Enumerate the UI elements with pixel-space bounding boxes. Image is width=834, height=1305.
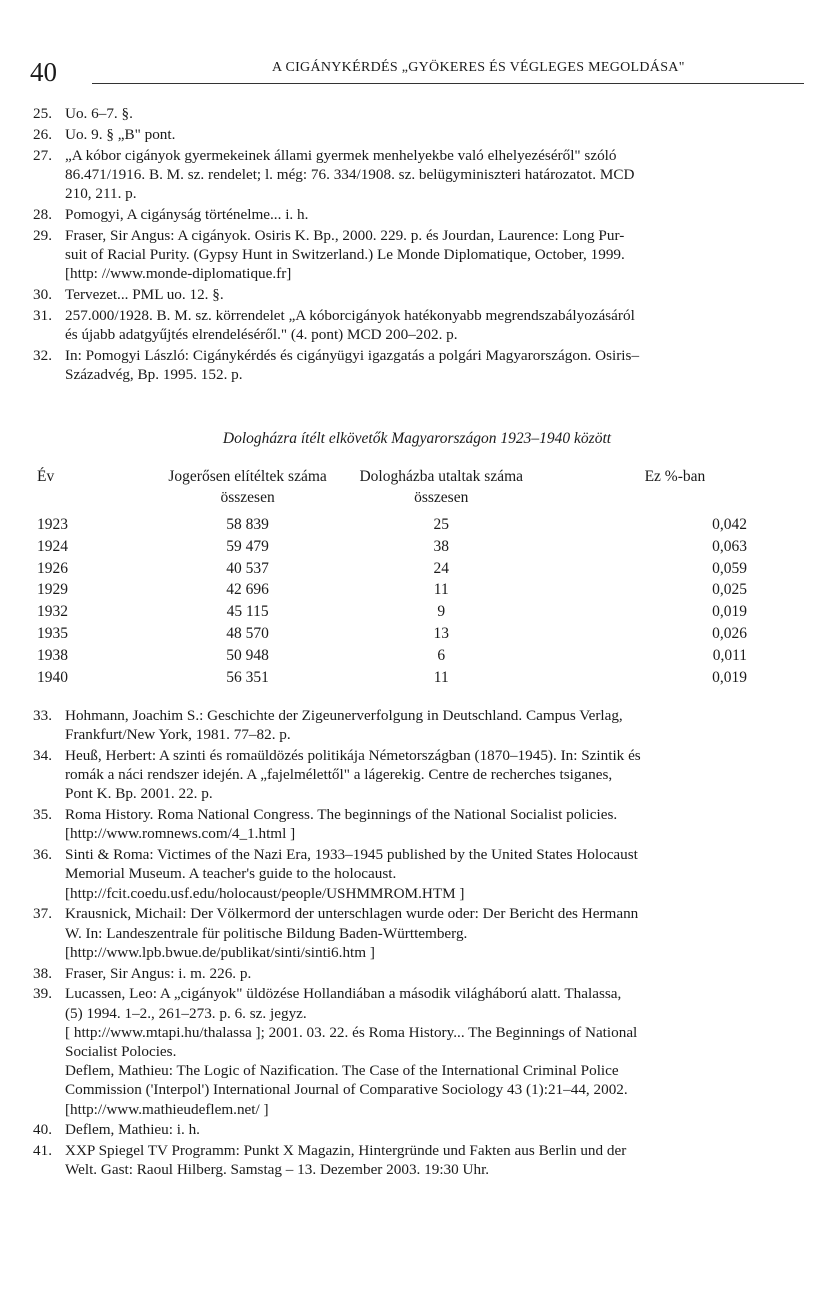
footnote-number: 40. xyxy=(33,1121,52,1139)
footnote-number: 26. xyxy=(33,125,52,143)
cell-convicted: 40 537 xyxy=(226,559,269,577)
running-title: A CIGÁNYKÉRDÉS „GYÖKERES ÉS VÉGLEGES MEGOLDÁSA" xyxy=(272,60,685,75)
cell-year: 1929 xyxy=(37,581,68,599)
cell-percent: 0,011 xyxy=(712,646,747,664)
cell-percent: 0,019 xyxy=(712,603,747,621)
header-percent: Ez %-ban xyxy=(644,468,706,485)
footnote-line: Uo. 9. § „B" pont. xyxy=(65,125,176,143)
workhouse-table xyxy=(37,466,747,688)
footnote-line: Krausnick, Michail: Der Völkermord der unterschlagen wurde oder: Der Bericht des Hermann xyxy=(65,905,639,923)
footnote-number: 29. xyxy=(33,226,52,244)
footnote-line: [http://www.lpb.bwue.de/publikat/sinti/sinti6.htm ] xyxy=(65,943,375,961)
footnotes-before-table xyxy=(33,104,797,386)
footnote xyxy=(33,904,797,962)
table-row xyxy=(37,579,747,601)
footnote-line: (5) 1994. 1–2., 261–273. p. 6. sz. jegyz. xyxy=(65,1004,307,1022)
footnote-line: [http://www.mathieudeflem.net/ ] xyxy=(65,1100,269,1118)
cell-year: 1940 xyxy=(37,668,68,686)
footnote-number: 27. xyxy=(33,146,52,164)
cell-year: 1932 xyxy=(37,603,68,621)
footnote xyxy=(33,306,797,344)
footnote-line: Tervezet... PML uo. 12. §. xyxy=(65,285,224,303)
footnote xyxy=(33,964,797,983)
footnote-line: Sinti & Roma: Victimes of the Nazi Era, 1933–1945 published by the United States Holocaust xyxy=(65,846,638,864)
table-row xyxy=(37,514,747,536)
table-row xyxy=(37,623,747,645)
cell-workhouse: 11 xyxy=(433,668,449,686)
footnote-line: 86.471/1916. B. M. sz. rendelet; l. még: 76. 334/1908. sz. belügyminiszteri határozatot. MCD xyxy=(65,165,635,183)
footnote-line: Hohmann, Joachim S.: Geschichte der Zigeunerverfolgung in Deutschland. Campus Verlag, xyxy=(65,707,623,724)
header-convicted-line2: összesen xyxy=(220,489,275,506)
footnote xyxy=(33,845,797,903)
footnote-line: és újabb adatgyűjtés elrendeléséről." (4. pont) MCD 200–202. p. xyxy=(65,325,458,343)
cell-convicted: 45 115 xyxy=(226,603,269,621)
table-body xyxy=(37,514,747,688)
cell-workhouse: 13 xyxy=(433,624,449,642)
footnote-number: 25. xyxy=(33,105,52,122)
footnote-line: Pont K. Bp. 2001. 22. p. xyxy=(65,785,213,803)
cell-workhouse: 38 xyxy=(433,537,449,555)
cell-convicted: 48 570 xyxy=(226,624,269,642)
footnote-line: Századvég, Bp. 1995. 152. p. xyxy=(65,365,243,383)
footnote-line: „A kóbor cigányok gyermekeinek állami gyermek menhelyekbe való elhelyezéséről" szóló xyxy=(65,146,617,164)
footnote-line: Fraser, Sir Angus: i. m. 226. p. xyxy=(65,964,252,982)
table-row xyxy=(37,601,747,623)
footnote xyxy=(33,706,797,744)
cell-convicted: 42 696 xyxy=(226,581,269,599)
header-workhouse-line1: Dologházba utaltak száma xyxy=(359,468,524,485)
footnote-line: W. In: Landeszentrale für politische Bildung Baden-Württemberg. xyxy=(65,924,468,942)
footnote-number: 32. xyxy=(33,346,52,364)
footnote-number: 35. xyxy=(33,806,52,824)
footnote-line: Pomogyi, A cigányság történelme... i. h. xyxy=(65,205,309,223)
cell-workhouse: 9 xyxy=(437,603,446,621)
footnote-line: Fraser, Sir Angus: A cigányok. Osiris K. Bp., 2000. 229. p. és Jourdan, Laurence: Long Pur- xyxy=(65,226,625,244)
header-convicted xyxy=(156,466,340,508)
footnote-line: 210, 211. p. xyxy=(65,185,137,202)
cell-percent: 0,025 xyxy=(712,581,747,599)
cell-workhouse: 25 xyxy=(433,516,449,533)
footnote-line: [http://fcit.coedu.usf.edu/holocaust/people/USHMMROM.HTM ] xyxy=(65,884,465,902)
table-row xyxy=(37,645,747,667)
footnote-number: 31. xyxy=(33,306,52,324)
cell-year: 1938 xyxy=(37,646,68,664)
cell-convicted: 50 948 xyxy=(226,646,269,664)
cell-workhouse: 6 xyxy=(437,646,446,664)
footnote-line: romák a náci rendszer idején. A „fajelmélettől" a lágerekig. Centre de recherches tsiganes, xyxy=(65,766,613,784)
cell-year: 1926 xyxy=(37,559,68,577)
footnote-line: [ http://www.mtapi.hu/thalassa ]; 2001. 03. 22. és Roma History... The Beginnings of National xyxy=(65,1023,638,1041)
footnote xyxy=(33,984,797,1118)
footnote-line: Uo. 6–7. §. xyxy=(65,105,133,122)
cell-year: 1923 xyxy=(37,516,68,533)
footnote-number: 33. xyxy=(33,707,52,724)
cell-convicted: 59 479 xyxy=(226,537,269,555)
table-row xyxy=(37,558,747,580)
footnote-line: Memorial Museum. A teacher's guide to the holocaust. xyxy=(65,865,397,883)
footnote-number: 37. xyxy=(33,905,52,923)
table-header-row xyxy=(37,466,747,508)
cell-percent: 0,063 xyxy=(712,537,747,555)
table-row xyxy=(37,667,747,689)
footnote-line: Deflem, Mathieu: i. h. xyxy=(65,1121,200,1139)
footnote-number: 30. xyxy=(33,285,52,303)
footnote-line: XXP Spiegel TV Programm: Punkt X Magazin, Hintergründe und Fakten aus Berlin und der xyxy=(65,1142,627,1160)
footnote-line: Frankfurt/New York, 1981. 77–82. p. xyxy=(65,726,291,744)
footnote xyxy=(33,285,797,304)
cell-workhouse: 24 xyxy=(433,559,449,577)
footnote xyxy=(33,205,797,224)
footnote-number: 41. xyxy=(33,1142,52,1160)
header-rule xyxy=(92,83,804,84)
footnote-line: Heuß, Herbert: A szinti és romaüldözés politikája Németországban (1870–1945). In: Szintik és xyxy=(65,747,641,764)
page-number: 40 xyxy=(30,57,57,87)
footnote-line: In: Pomogyi László: Cigánykérdés és cigányügyi igazgatás a polgári Magyarországon. Osiris– xyxy=(65,346,640,364)
cell-percent: 0,059 xyxy=(712,559,747,577)
cell-year: 1935 xyxy=(37,624,68,642)
footnote xyxy=(33,346,797,384)
footnote-line: Socialist Polocies. xyxy=(65,1043,177,1061)
footnote xyxy=(33,746,797,804)
cell-year: 1924 xyxy=(37,537,68,555)
footnote-number: 39. xyxy=(33,985,52,1003)
footnote xyxy=(33,805,797,843)
header-workhouse xyxy=(340,466,543,508)
table-title: Dologházra ítélt elkövetők Magyarországon 1923–1940 között xyxy=(222,430,612,447)
cell-percent: 0,019 xyxy=(712,668,747,686)
footnote xyxy=(33,125,797,144)
footnote-number: 36. xyxy=(33,846,52,864)
footnote-line: Welt. Gast: Raoul Hilberg. Samstag – 13. Dezember 2003. 19:30 Uhr. xyxy=(65,1161,490,1179)
footnote-line: Deflem, Mathieu: The Logic of Nazification. The Case of the International Criminal Police xyxy=(65,1062,619,1080)
header-year: Év xyxy=(37,468,55,485)
footnote-number: 38. xyxy=(33,964,52,982)
cell-percent: 0,042 xyxy=(712,516,747,533)
footnote-line: [http: //www.monde-diplomatique.fr] xyxy=(65,265,292,282)
footnote xyxy=(33,104,797,123)
footnote-line: suit of Racial Purity. (Gypsy Hunt in Switzerland.) Le Monde Diplomatique, October, 1999. xyxy=(65,245,625,263)
cell-workhouse: 11 xyxy=(433,581,449,599)
cell-convicted: 56 351 xyxy=(226,668,269,686)
footnote xyxy=(33,226,797,284)
footnote-number: 28. xyxy=(33,205,52,223)
footnotes-after-table xyxy=(33,706,797,1181)
footnote xyxy=(33,1120,797,1139)
header-convicted-line1: Jogerősen elítéltek száma xyxy=(168,468,327,485)
footnote-number: 34. xyxy=(33,747,52,764)
footnote-line: 257.000/1928. B. M. sz. körrendelet „A kóborcigányok hatékonyabb megrendszabályozásáról xyxy=(65,306,635,324)
cell-percent: 0,026 xyxy=(712,624,747,642)
footnote-line: Roma History. Roma National Congress. The beginnings of the National Socialist policies. xyxy=(65,806,618,824)
cell-convicted: 58 839 xyxy=(226,516,269,533)
footnote-line: Commission ('Interpol') International Journal of Comparative Sociology 43 (1):21–44, 2002. xyxy=(65,1081,628,1099)
footnote xyxy=(33,1141,797,1179)
footnote-line: [http://www.romnews.com/4_1.html ] xyxy=(65,825,296,843)
header-workhouse-line2: összesen xyxy=(414,489,469,506)
footnote xyxy=(33,146,797,204)
footnote-line: Lucassen, Leo: A „cigányok" üldözése Hollandiában a második világháború alatt. Thalassa, xyxy=(65,985,622,1003)
table-row xyxy=(37,536,747,558)
